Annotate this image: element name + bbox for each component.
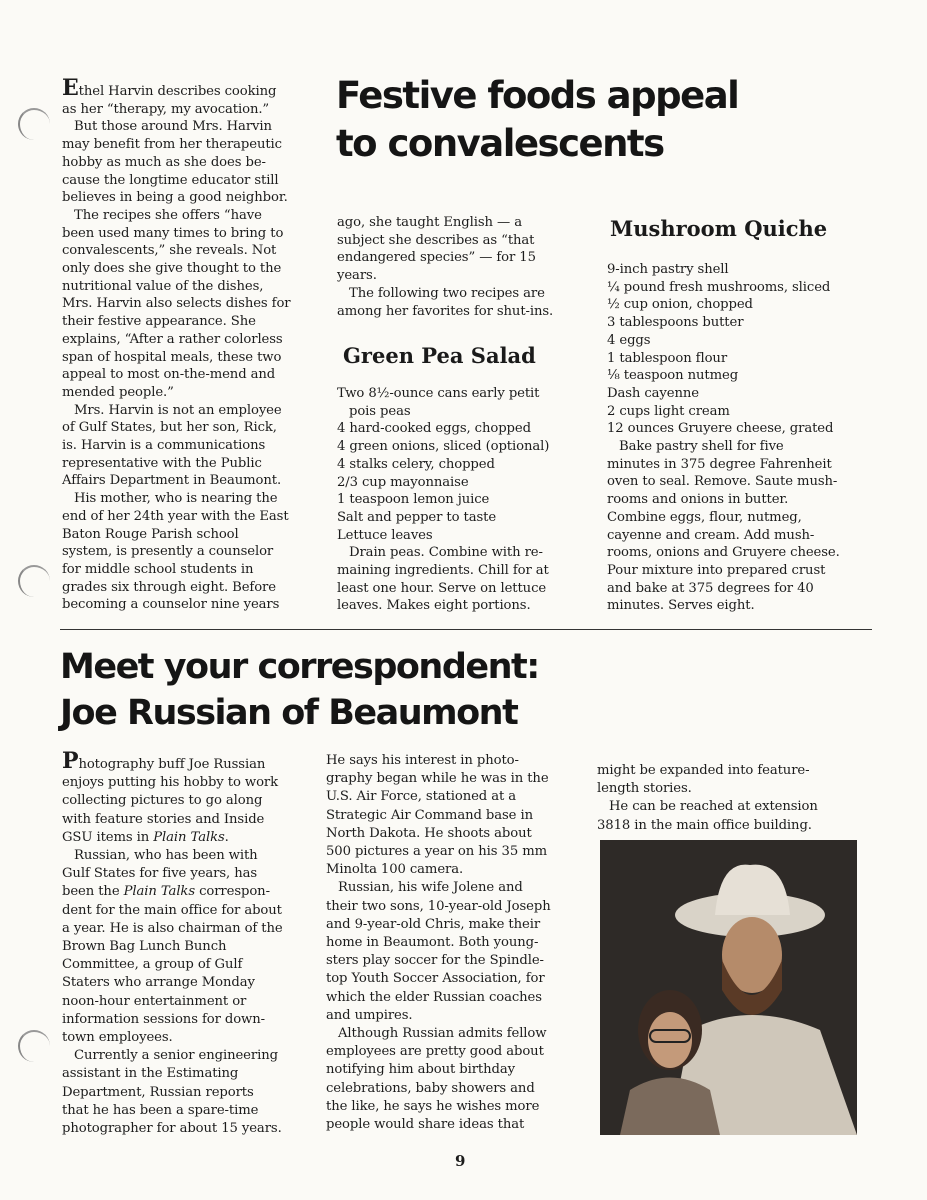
text-line: convalescents,” she reveals. Not	[62, 243, 277, 259]
recipe-title-mushroom-quiche: Mushroom Quiche	[610, 216, 828, 241]
text-line: length stories.	[597, 781, 692, 797]
article1-column-2	[337, 214, 587, 320]
drop-cap: P	[62, 748, 79, 774]
text-line: minutes. Serves eight.	[607, 598, 755, 614]
text-line: North Dakota. He shoots about	[326, 825, 532, 841]
text-line: and bake at 375 degrees for 40	[607, 580, 814, 596]
text-line: Salt and pepper to taste	[337, 509, 497, 525]
recipe-title-green-pea-salad: Green Pea Salad	[343, 343, 536, 368]
text-line: their festive appearance. She	[62, 314, 256, 330]
text-line: Mrs. Harvin also selects dishes for	[62, 296, 291, 312]
text-line: 4 hard-cooked eggs, chopped	[337, 421, 531, 437]
text-line: 2/3 cup mayonnaise	[337, 474, 469, 490]
text-line: employees are pretty good about	[326, 1044, 544, 1060]
text-line: ago, she taught English — a	[337, 215, 522, 230]
article2-column-1	[62, 748, 312, 1138]
page-number: 9	[455, 1152, 466, 1170]
text-line: information sessions for down-	[62, 1011, 265, 1027]
text-line: as her “therapy, my avocation.”	[62, 101, 270, 117]
article1-column-1	[62, 75, 307, 614]
text-line: Minolta 100 camera.	[326, 862, 464, 878]
text-line: Drain peas. Combine with re-	[349, 545, 543, 561]
text-line: Department, Russian reports	[62, 1084, 254, 1100]
text-line: appeal to most on-the-mend and	[62, 367, 276, 383]
text-line: Committee, a group of Gulf	[62, 957, 243, 973]
text-line: 3818 in the main office building.	[597, 817, 812, 833]
text-line: Combine eggs, flour, nutmeg,	[607, 509, 802, 525]
text-line: home in Beaumont. Both young-	[326, 935, 539, 951]
text-line: 4 stalks celery, chopped	[337, 456, 495, 472]
text-line	[62, 748, 312, 774]
text-line: Bake pastry shell for five	[619, 439, 784, 455]
text-line: Russian, his wife Jolene and	[338, 880, 523, 896]
binder-hole	[18, 1030, 50, 1062]
text-line: ½ cup onion, chopped	[607, 297, 753, 313]
text-line: Dash cayenne	[607, 385, 699, 401]
text-line: nutritional value of the dishes,	[62, 278, 264, 294]
text-line: been used many times to bring to	[62, 225, 284, 241]
text-line: span of hospital meals, these two	[62, 349, 282, 365]
text-line: believes in being a good neighbor.	[62, 190, 288, 206]
text-line: representative with the Public	[62, 455, 262, 471]
binder-hole	[18, 108, 50, 140]
text-line: 500 pictures a year on his 35 mm	[326, 844, 548, 860]
text-line: ¼ pound fresh mushrooms, sliced	[607, 279, 831, 295]
text-line: 9-inch pastry shell	[607, 262, 729, 277]
text-line: minutes in 375 degree Fahrenheit	[607, 456, 832, 472]
text-line: oven to seal. Remove. Saute mush-	[607, 474, 838, 490]
text-line: The recipes she offers “have	[74, 207, 262, 223]
text-line: Two 8½-ounce cans early petit	[337, 386, 540, 401]
text-line: 1 teaspoon lemon juice	[337, 492, 490, 508]
text-line: He can be reached at extension	[609, 799, 818, 815]
text-line: 4 green onions, sliced (optional)	[337, 439, 550, 455]
text-line: endangered species” — for 15	[337, 250, 536, 266]
text-line: hobby as much as she does be-	[62, 154, 266, 170]
text-line: Lettuce leaves	[337, 527, 433, 543]
text: hotography buff Joe Russian	[78, 757, 266, 772]
text-line: among her favorites for shut-ins.	[337, 303, 554, 319]
text-line: and umpires.	[326, 1007, 413, 1023]
text-line: for middle school students in	[62, 561, 254, 577]
text-line: graphy began while he was in the	[326, 771, 549, 787]
section-divider	[60, 629, 872, 630]
text-line: becoming a counselor nine years	[62, 597, 280, 613]
text-line: and 9-year-old Chris, make their	[326, 916, 541, 932]
text-line: Although Russian admits fellow	[338, 1026, 547, 1042]
text-line: a year. He is also chairman of the	[62, 920, 283, 936]
text-line: of Gulf States, but her son, Rick,	[62, 420, 277, 436]
text-line: Affairs Department in Beaumont.	[62, 473, 282, 489]
text-line: leaves. Makes eight portions.	[337, 598, 531, 614]
text-line: assistant in the Estimating	[62, 1066, 239, 1082]
text-line: rooms, onions and Gruyere cheese.	[607, 545, 840, 561]
article2-column-2	[326, 752, 581, 1134]
text-line: is. Harvin is a communications	[62, 438, 266, 454]
text-line: Baton Rouge Parish school	[62, 526, 239, 542]
text-line	[62, 75, 307, 101]
text-line: cause the longtime educator still	[62, 172, 279, 188]
text-line: been the Plain Talks correspon-	[62, 884, 270, 900]
text-line: 12 ounces Gruyere cheese, grated	[607, 421, 834, 437]
recipe-green-pea-salad	[337, 385, 587, 615]
text-line: grades six through eight. Before	[62, 579, 276, 595]
text-line: top Youth Soccer Association, for	[326, 971, 545, 987]
text-line: system, is presently a counselor	[62, 544, 274, 560]
article-title	[336, 72, 738, 168]
text-line: explains, “After a rather colorless	[62, 331, 283, 347]
article-title	[60, 644, 539, 736]
article2-column-3	[597, 762, 857, 835]
title-line: Meet your correspondent:	[60, 647, 539, 687]
text-line: Russian, who has been with	[74, 848, 258, 864]
text-line: celebrations, baby showers and	[326, 1080, 535, 1096]
text-line: pois peas	[349, 403, 411, 419]
text-line: 1 tablespoon flour	[607, 350, 728, 366]
text-line: subject she describes as “that	[337, 232, 535, 248]
text-line: Pour mixture into prepared crust	[607, 562, 826, 578]
text-line: Currently a senior engineering	[74, 1048, 278, 1064]
text-line: 4 eggs	[607, 332, 651, 348]
text-line: But those around Mrs. Harvin	[74, 119, 272, 135]
text-line: notifying him about birthday	[326, 1062, 515, 1078]
text-line: collecting pictures to go along	[62, 793, 263, 809]
text-line: Brown Bag Lunch Bunch	[62, 939, 227, 955]
text-line: their two sons, 10-year-old Joseph	[326, 898, 551, 914]
text-line: enjoys putting his hobby to work	[62, 775, 278, 791]
photo-joe-russian-and-wife	[600, 840, 857, 1135]
text-line: only does she give thought to the	[62, 261, 282, 277]
text-line: GSU items in Plain Talks.	[62, 829, 229, 845]
text-line: His mother, who is nearing the	[74, 491, 278, 507]
text-line: He says his interest in photo-	[326, 753, 519, 768]
text-line: town employees.	[62, 1030, 173, 1046]
text-line: that he has been a spare-time	[62, 1102, 259, 1118]
text-line: The following two recipes are	[349, 285, 545, 301]
text-line: least one hour. Serve on lettuce	[337, 580, 547, 596]
text-line: rooms and onions in butter.	[607, 492, 789, 508]
text-line: mended people.”	[62, 384, 174, 400]
title-line: Festive foods appeal	[336, 74, 739, 117]
text-line: maining ingredients. Chill for at	[337, 563, 549, 579]
text-line: ⅛ teaspoon nutmeg	[607, 368, 739, 384]
text-line: Staters who arrange Monday	[62, 975, 255, 991]
text-line: Mrs. Harvin is not an employee	[74, 402, 282, 418]
text-line: dent for the main office for about	[62, 902, 282, 918]
drop-cap: E	[62, 75, 79, 101]
text-line: 3 tablespoons butter	[607, 315, 744, 331]
text-line: may benefit from her therapeutic	[62, 137, 282, 153]
text-line: end of her 24th year with the East	[62, 508, 289, 524]
text-line: Gulf States for five years, has	[62, 866, 258, 882]
recipe-mushroom-quiche	[607, 261, 867, 615]
title-line: Joe Russian of Beaumont	[60, 693, 518, 733]
text-line: might be expanded into feature-	[597, 763, 810, 778]
title-line: to convalescents	[336, 122, 664, 165]
text-line: years.	[337, 268, 377, 284]
text-line: 2 cups light cream	[607, 403, 730, 419]
text-line: U.S. Air Force, stationed at a	[326, 789, 517, 805]
text: thel Harvin describes cooking	[78, 84, 277, 99]
text-line: with feature stories and Inside	[62, 811, 265, 827]
text-line: people would share ideas that	[326, 1117, 525, 1133]
text-line: the like, he says he wishes more	[326, 1098, 540, 1114]
text-line: sters play soccer for the Spindle-	[326, 953, 544, 969]
text-line: cayenne and cream. Add mush-	[607, 527, 815, 543]
text-line: Strategic Air Command base in	[326, 807, 533, 823]
text-line: which the elder Russian coaches	[326, 989, 542, 1005]
text-line: noon-hour entertainment or	[62, 993, 247, 1009]
binder-hole	[18, 565, 50, 597]
text-line: photographer for about 15 years.	[62, 1121, 282, 1137]
